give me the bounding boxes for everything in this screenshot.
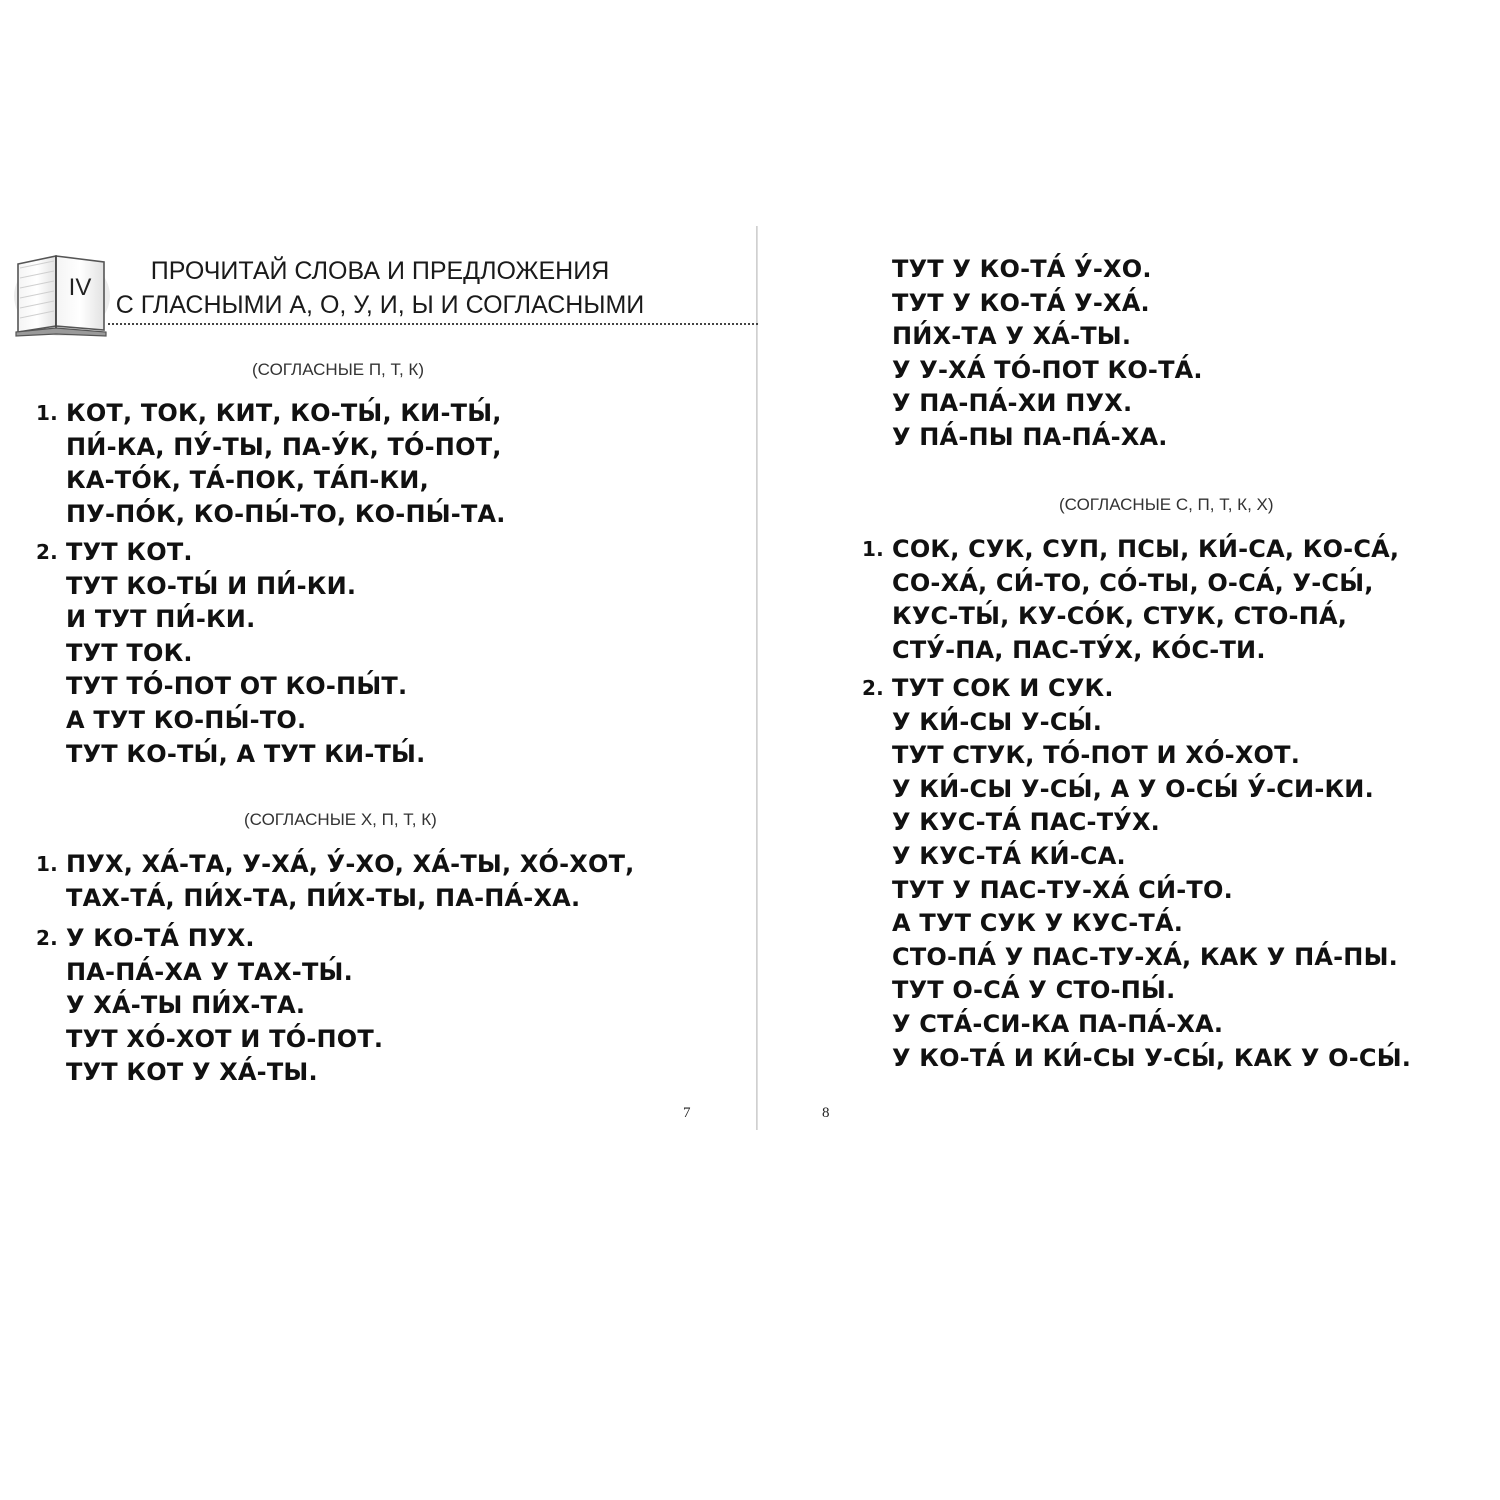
text-line: ПИ́Х-ТА У ХА́-ТЫ. [892,322,1132,351]
text-line: ПУХ, ХА́-ТА, У-ХА́, У́-ХО, ХА́-ТЫ, ХО́-ХОТ, [66,850,635,878]
text-line: ТУТ О-СА́ У СТО-ПЫ́. [892,976,1176,1005]
text-line: ПА-ПА́-ХА У ТАХ-ТЫ́. [66,957,353,986]
text-line: ТУТ У ПАС-ТУ-ХА́ СИ́-ТО. [892,875,1233,904]
text-line: СОК, СУК, СУП, ПСЫ, КИ́-СА, КО-СА́, [892,535,1400,563]
text-line: ТАХ-ТА́, ПИ́Х-ТА, ПИ́Х-ТЫ, ПА-ПА́-ХА. [66,883,581,912]
text-line: У КИ́-СЫ У-СЫ́. [892,707,1103,736]
text-line: ТУТ ХО́-ХОТ И ТО́-ПОТ. [66,1024,384,1053]
text-line: А ТУТ СУК У КУС-ТА́. [892,909,1184,938]
continued-text [892,253,1203,455]
text-line: У СТА́-СИ-КА ПА-ПА́-ХА. [892,1009,1224,1038]
text-line: ТУТ КОТ У ХА́-ТЫ. [66,1058,318,1087]
text-line: У У-ХА́ ТО́-ПОТ КО-ТА́. [892,355,1203,384]
page-title [110,254,650,322]
page-number: 8 [822,1105,830,1121]
section-label: (СОГЛАСНЫЕ С, П, Т, К, Х) [1059,495,1274,514]
exercise-1 [36,397,506,531]
exercise-number: 1. [36,852,58,876]
text-line: ТУТ У КО-ТА́ У-ХА́. [892,288,1150,317]
text-line: ТУТ СОК И СУК. [892,674,1114,702]
text-line: ТУТ КО-ТЫ́, А ТУТ КИ-ТЫ́. [66,739,426,768]
exercise-1 [862,533,1400,667]
section-label: (СОГЛАСНЫЕ П, Т, К) [252,360,425,379]
text-line: У ПА-ПА́-ХИ ПУХ. [892,389,1133,418]
text-line: У ХА́-ТЫ ПИ́Х-ТА. [66,991,306,1020]
title-line-2: С ГЛАСНЫМИ А, О, У, И, Ы И СОГЛАСНЫМИ [115,291,645,319]
page-gutter [756,226,758,1130]
text-line: ТУТ КО-ТЫ́ И ПИ́-КИ. [66,571,357,600]
exercise-1 [36,848,635,915]
text-line: ТУТ У КО-ТА́ У́-ХО. [892,255,1152,283]
page-number: 7 [683,1105,691,1121]
exercise-number: 2. [36,926,58,950]
text-line: И ТУТ ПИ́-КИ. [66,605,256,634]
heading-dotted-rule [108,323,758,325]
text-line: У КИ́-СЫ У-СЫ́, А У О-СЫ́ У́-СИ-КИ. [892,774,1374,803]
text-line: У КО-ТА́ ПУХ. [66,924,255,952]
text-line: КА-ТО́К, ТА́-ПОК, ТА́П-КИ, [66,466,429,495]
text-line: КУС-ТЫ́, КУ-СО́К, СТУК, СТО-ПА́, [892,602,1348,631]
text-line: У КУС-ТА́ ПАС-ТУ́Х. [892,808,1160,837]
exercise-2 [36,922,384,1090]
text-line: ТУТ СТУК, ТО́-ПОТ И ХО́-ХОТ. [892,741,1301,770]
text-line: У КО-ТА́ И КИ́-СЫ У-СЫ́, КАК У О-СЫ́. [892,1043,1412,1072]
exercise-2 [862,672,1412,1075]
title-line-1: ПРОЧИТАЙ СЛОВА И ПРЕДЛОЖЕНИЯ [150,257,610,285]
exercise-number: 1. [862,537,884,561]
exercise-number: 1. [36,401,58,425]
text-line: ПИ́-КА, ПУ́-ТЫ, ПА-У́К, ТО́-ПОТ, [66,432,502,461]
text-line: У ПА́-ПЫ ПА-ПА́-ХА. [892,422,1168,451]
section-label: (СОГЛАСНЫЕ Х, П, Т, К) [244,810,437,829]
text-line: СТО-ПА́ У ПАС-ТУ-ХА́, КАК У ПА́-ПЫ. [892,942,1398,971]
exercise-number: 2. [862,676,884,700]
exercise-2 [36,536,426,771]
text-line: ТУТ ТО́-ПОТ ОТ КО-ПЫ́Т. [66,672,408,701]
text-line: СО-ХА́, СИ́-ТО, СО́-ТЫ, О-СА́, У-СЫ́, [892,568,1374,597]
text-line: ТУТ КОТ. [66,538,193,566]
text-line: КОТ, ТОК, КИТ, КО-ТЫ́, КИ-ТЫ́, [66,399,502,427]
chapter-number: IV [68,274,92,301]
text-line: ПУ-ПО́К, КО-ПЫ́-ТО, КО-ПЫ́-ТА. [66,499,506,528]
text-line: У КУС-ТА́ КИ́-СА. [892,841,1126,870]
text-line: СТУ́-ПА, ПАС-ТУ́Х, КО́С-ТИ. [892,635,1266,664]
text-line: А ТУТ КО-ПЫ́-ТО. [66,705,307,734]
exercise-number: 2. [36,540,58,564]
text-line: ТУТ ТОК. [66,638,193,667]
